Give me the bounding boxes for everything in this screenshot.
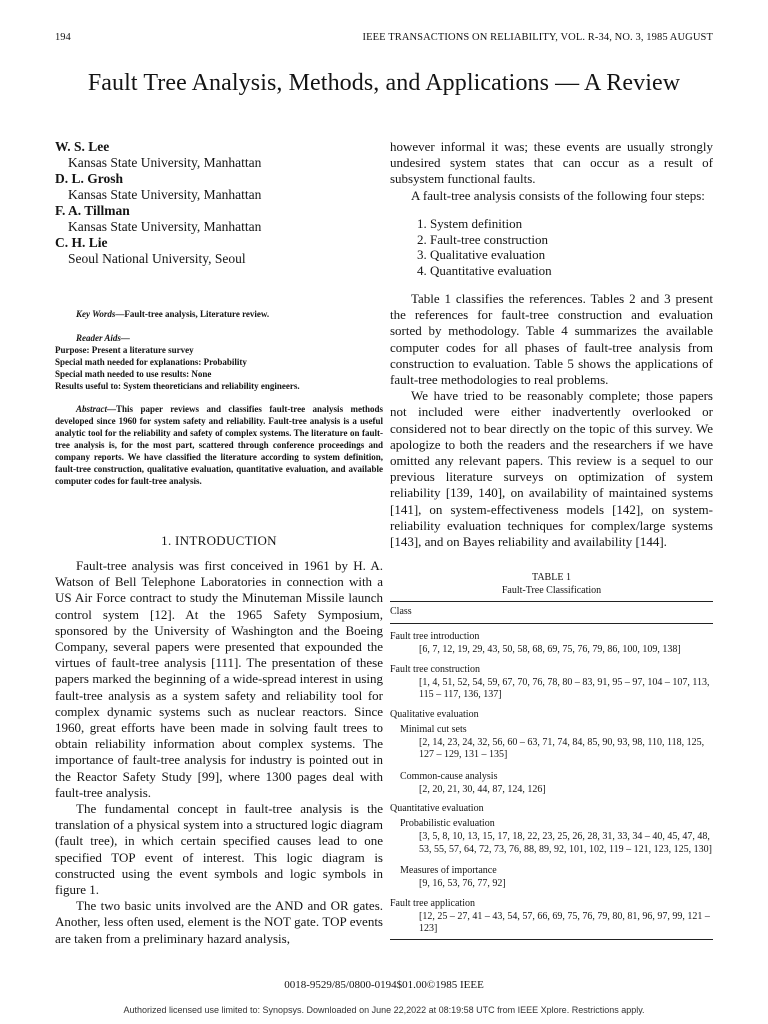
- list-item: 2. Fault-tree construction: [417, 231, 549, 247]
- table-refs: [9, 16, 53, 76, 77, 92]: [419, 878, 506, 890]
- body-paragraph: Table 1 classifies the references. Tables 2 and 3 present the references for fault-tree construction and evaluation sorted by methodology. Table 4 summarizes the available computer codes for all phases of fault-tree analysis from construction to evaluation. Table 5 shows the applications of fault-tree methodologies to real problems.: [390, 291, 713, 388]
- table-label: TABLE 1: [532, 572, 571, 584]
- abstract-text: —This paper reviews and classifies fault-tree analysis methods developed since 1960 for system safety and reliability. Fault-tree analysis is a useful analytic tool for the reliability and safety of complex systems. The literature on fault-tree analysis is, for the most part, scattered through conference proceedings and company reports. We have classified the literature according to system definition, fault-tree construction, qualitative evaluation, quantitative evaluation, and available computer codes for fault-tree analysis.: [55, 404, 383, 486]
- reader-aids-line: Purpose: Present a literature survey: [55, 345, 194, 355]
- table-category: Quantitative evaluation: [390, 803, 484, 815]
- table-refs: [12, 25 – 27, 41 – 43, 54, 57, 66, 69, 75, 76, 79, 80, 81, 96, 97, 99, 121 – 123]: [419, 910, 710, 935]
- journal-header: IEEE TRANSACTIONS ON RELIABILITY, VOL. R-34, NO. 3, 1985 AUGUST: [362, 32, 713, 43]
- table-refs: [3, 5, 8, 10, 13, 15, 17, 18, 22, 23, 25, 26, 28, 31, 33, 34 – 40, 45, 47, 48, 53, 55, 57, 64, 72, 73, 76, 88, 89, 92, 101, 102, 119 – 121, 123, 125, 130]: [419, 831, 712, 855]
- table-refs: [2, 20, 21, 30, 44, 87, 124, 126]: [419, 783, 546, 795]
- table-bottom-rule: [390, 939, 713, 940]
- table-1: [390, 571, 713, 940]
- table-category: Measures of importance: [400, 865, 497, 877]
- table-refs: [6, 7, 12, 19, 29, 43, 50, 58, 68, 69, 75, 76, 79, 86, 100, 109, 138]: [419, 644, 681, 656]
- abstract: [55, 403, 383, 487]
- table-category: Qualitative evaluation: [390, 708, 479, 720]
- body-paragraph: The fundamental concept in fault-tree analysis is the translation of a physical system into a structured logic diagram (fault tree), in which certain specified causes lead to one specified TOP event of interest. This logic diagram is constructed using the event symbols and logic symbols in figure 1.: [55, 801, 383, 898]
- right-column: [390, 139, 713, 940]
- table-refs: [1, 4, 51, 52, 54, 59, 67, 70, 76, 78, 80 – 83, 91, 95 – 97, 104 – 107, 113, 115 – 117, 136, 137]: [419, 676, 710, 701]
- author-block: [55, 139, 383, 267]
- table-category: Fault tree application: [390, 897, 475, 909]
- table-refs: [2, 14, 23, 24, 32, 56, 60 – 63, 71, 74, 84, 85, 90, 93, 98, 110, 118, 125, 127 – 129, 131 – 135]: [419, 736, 705, 761]
- author-affiliation: Kansas State University, Manhattan: [68, 219, 262, 234]
- copyright-line: 0018-9529/85/0800-0194$01.00©1985 IEEE: [284, 979, 484, 991]
- reader-aids-line: Special math needed to use results: None: [55, 369, 212, 379]
- body-paragraph-continued: however informal it was; these events are usually strongly undesired system states that can occur as a result of subsystem functional faults.: [390, 139, 713, 187]
- author-affiliation: Kansas State University, Manhattan: [68, 155, 262, 170]
- table-body: [390, 631, 713, 936]
- list-item: 1. System definition: [417, 215, 523, 231]
- reader-aids-line: Special math needed for explanations: Probability: [55, 357, 247, 367]
- body-paragraph: We have tried to be reasonably complete; those papers not included were either inadvertently overlooked or considered not to bear directly on the topic of this survey. We apologize to both the readers and the researchers if we have omitted any relevant papers. This review is a sequel to our previous literature surveys on optimization of system reliability [139, 140], on availability of maintained systems [141], on system-effectiveness models [142], on system-reliability evaluation techniques for complex/large systems [143], and on Bayes reliability and availability [144].: [390, 388, 713, 550]
- body-paragraph: The two basic units involved are the AND and OR gates. Another, less often used, element is the NOT gate. TOP events are taken from a preliminary hazard analysis,: [55, 898, 383, 946]
- author-name: D. L. Grosh: [55, 171, 124, 186]
- table-category: Fault tree construction: [390, 663, 480, 675]
- table-header: Class: [390, 602, 713, 624]
- author-affiliation: Kansas State University, Manhattan: [68, 187, 262, 202]
- section-heading-introduction: 1. INTRODUCTION: [161, 533, 277, 548]
- author-name: C. H. Lie: [55, 235, 108, 250]
- table-caption: Fault-Tree Classification: [501, 585, 602, 597]
- paper-title: Fault Tree Analysis, Methods, and Applications — A Review: [87, 70, 681, 96]
- author-affiliation: Seoul National University, Seoul: [68, 251, 246, 266]
- list-item: 3. Qualitative evaluation: [417, 247, 546, 263]
- key-words-label: Key Words: [76, 309, 116, 319]
- steps-list: [417, 216, 713, 279]
- left-column: [55, 139, 383, 947]
- body-paragraph: Fault-tree analysis was first conceived in 1961 by H. A. Watson of Bell Telephone Laboratories in connection with a US Air Force contract to study the Minuteman Missile launch control system [12]. At the 1965 Safety Symposium, sponsored by the University of Washington and the Boeing Company, several papers were presented that expounded the virtues of fault-tree analysis [111]. The presentation of these papers marked the beginning of a wide-spread interest in using fault-tree analysis as a system safety and reliability tool for complex dynamic systems such as nuclear reactors. Since 1960, great efforts have been made in solving fault trees to obtain reliability information about complex systems. The importance of fault-tree analysis for industry is pointed out in the Reactor Safety Study [99], where 1300 pages deal with fault-tree analysis.: [55, 558, 383, 800]
- reader-aids-line: Results useful to: System theoreticians and reliability engineers.: [55, 381, 300, 391]
- table-category: Fault tree introduction: [390, 631, 480, 643]
- license-note: Authorized licensed use limited to: Synopsys. Downloaded on June 22,2022 at 08:19:58 UTC from IEEE Xplore. Restrictions apply.: [123, 1005, 645, 1015]
- key-words: [55, 308, 383, 320]
- list-item: 4. Quantitative evaluation: [417, 263, 552, 279]
- reader-aids-heading: Reader Aids—: [76, 333, 130, 343]
- steps-intro: A fault-tree analysis consists of the following four steps:: [411, 187, 705, 203]
- author-name: W. S. Lee: [55, 139, 110, 154]
- abstract-label: Abstract: [76, 404, 108, 414]
- table-category: Common-cause analysis: [400, 770, 498, 782]
- table-category: Probabilistic evaluation: [400, 818, 495, 830]
- table-category: Minimal cut sets: [400, 723, 467, 735]
- running-header: [55, 32, 713, 46]
- key-words-text: —Fault-tree analysis, Literature review.: [115, 309, 270, 319]
- author-name: F. A. Tillman: [55, 203, 130, 218]
- page-number: 194: [55, 32, 71, 43]
